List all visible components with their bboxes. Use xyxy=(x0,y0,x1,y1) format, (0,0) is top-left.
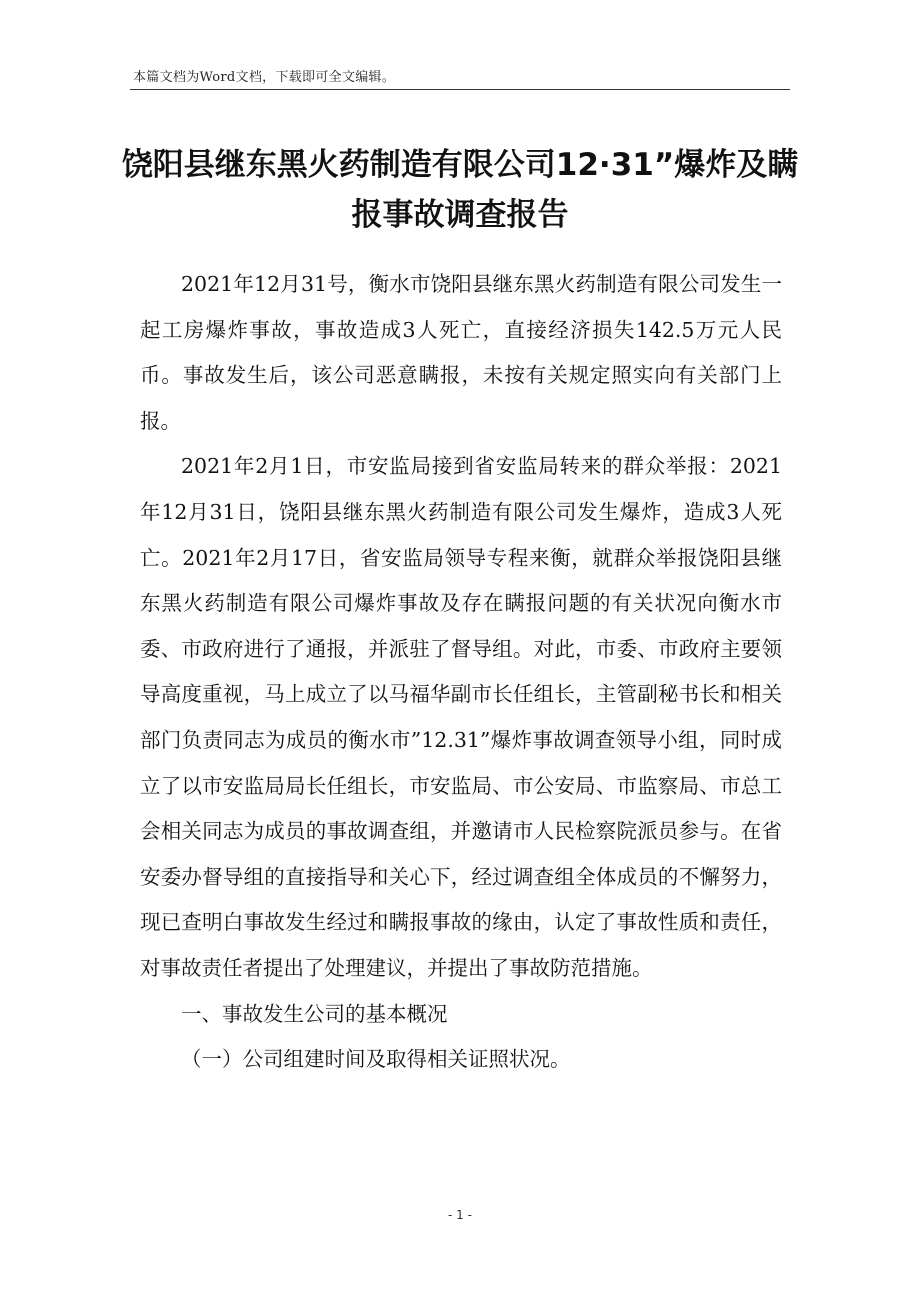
subsection-heading: （一）公司组建时间及取得相关证照状况。 xyxy=(181,1047,571,1072)
title-line-2: 报事故调查报告 xyxy=(351,197,569,233)
header-divider xyxy=(130,89,790,90)
paragraph: 2021年12月31号，衡水市饶阳县继东黑火药制造有限公司发生一起工房爆炸事故，事故造成3人死亡，直接经济损失142.5万元人民币。事故发生后，该公司恶意瞒报，未按有关规定照实向有关部门上报。 xyxy=(140,272,782,433)
title-line-1: 饶阳县继东黑火药制造有限公司12·31”爆炸及瞒 xyxy=(121,147,799,183)
page-number: - 1 - xyxy=(448,1208,472,1222)
document-body xyxy=(140,262,782,1083)
header-note: 本篇文档为Word文档，下载即可全文编辑。 xyxy=(133,70,396,85)
document-title xyxy=(120,140,800,240)
section-heading: 一、事故发生公司的基本概况 xyxy=(181,1001,448,1026)
paragraph: 2021年2月1日，市安监局接到省安监局转来的群众举报：2021年12月31日，饶阳县继东黑火药制造有限公司发生爆炸，造成3人死亡。2021年2月17日，省安监局领导专程来衡，就群众举报饶阳县继东黑火药制造有限公司爆炸事故及存在瞒报问题的有关状况向衡水市委、市政府进行了通报，并派驻了督导组。对此，市委、市政府主要领导高度重视，马上成立了以马福华副市长任组长，主管副秘书长和相关部门负责同志为成员的衡水市”12.31”爆炸事故调查领导小组，同时成立了以市安监局局长任组长，市安监局、市公安局、市监察局、市总工会相关同志为成员的事故调查组，并邀请市人民检察院派员参与。在省安委办督导组的直接指导和关心下，经过调查组全体成员的不懈努力，现已查明白事故发生经过和瞒报事故的缘由，认定了事故性质和责任，对事故责任者提出了处理建议，并提出了事故防范措施。 xyxy=(140,454,782,980)
